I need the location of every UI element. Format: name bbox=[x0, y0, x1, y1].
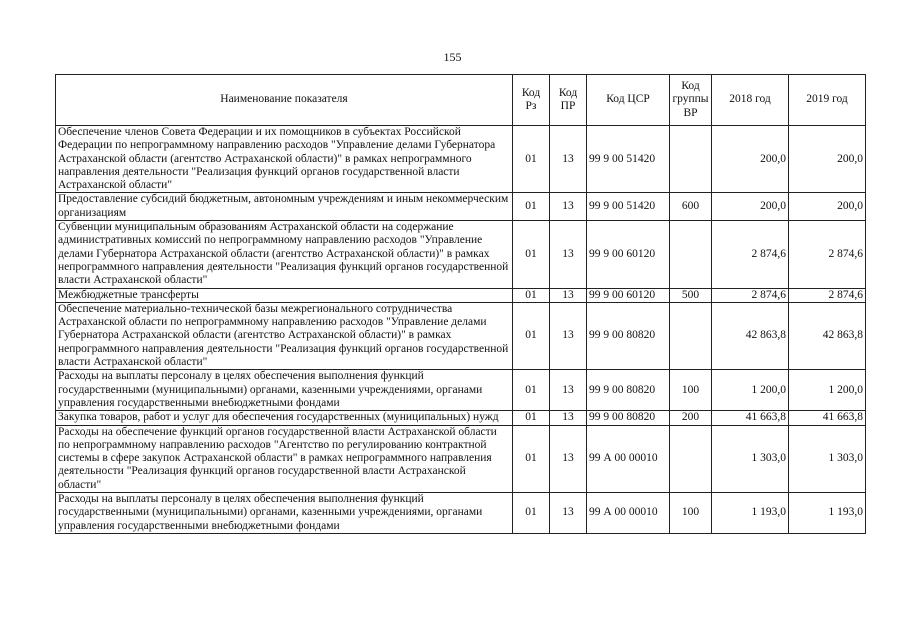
header-rz: Код Рз bbox=[513, 75, 550, 126]
row-rz: 01 bbox=[513, 370, 550, 411]
row-2018: 1 303,0 bbox=[712, 425, 789, 492]
table-row bbox=[56, 302, 866, 369]
row-rz: 01 bbox=[513, 288, 550, 302]
row-2019: 1 303,0 bbox=[789, 425, 866, 492]
row-pr: 13 bbox=[550, 425, 587, 492]
row-pr: 13 bbox=[550, 370, 587, 411]
header-csr: Код ЦСР bbox=[587, 75, 670, 126]
header-vr: Код группы ВР bbox=[670, 75, 712, 126]
row-name: Субвенции муниципальным образованиям Астраханской области на содержание административных комиссий по непрограммному направлению расходов "Управление делами Губернатора Астраханской области (агентство Астраханской области)" в рамках непрограммного направления деятельности "Реализация функций органов государственной власти Астраханской области" bbox=[56, 221, 513, 288]
row-2018: 200,0 bbox=[712, 126, 789, 193]
row-2019: 42 863,8 bbox=[789, 302, 866, 369]
row-2019: 1 193,0 bbox=[789, 493, 866, 534]
table-row bbox=[56, 288, 866, 302]
row-rz: 01 bbox=[513, 425, 550, 492]
budget-table bbox=[55, 74, 866, 534]
row-rz: 01 bbox=[513, 411, 550, 425]
row-pr: 13 bbox=[550, 193, 587, 221]
row-rz: 01 bbox=[513, 221, 550, 288]
row-name: Закупка товаров, работ и услуг для обеспечения государственных (муниципальных) нужд bbox=[56, 411, 513, 425]
row-name: Расходы на обеспечение функций органов государственной власти Астраханской области по непрограммному направлению расходов "Агентство по регулированию контрактной системы в сфере закупок Астраханской области" в рамках непрограммного направления деятельности "Реализация функций органов государственной власти Астраханской области" bbox=[56, 425, 513, 492]
row-pr: 13 bbox=[550, 126, 587, 193]
row-2019: 200,0 bbox=[789, 193, 866, 221]
row-csr: 99 9 00 51420 bbox=[587, 193, 670, 221]
row-csr: 99 9 00 80820 bbox=[587, 411, 670, 425]
row-2018: 1 200,0 bbox=[712, 370, 789, 411]
row-csr: 99 А 00 00010 bbox=[587, 425, 670, 492]
row-csr: 99 9 00 60120 bbox=[587, 288, 670, 302]
row-csr: 99 9 00 80820 bbox=[587, 302, 670, 369]
row-name: Расходы на выплаты персоналу в целях обеспечения выполнения функций государственными (муниципальными) органами, казенными учреждениями, органами управления государственными внебюджетными фондами bbox=[56, 493, 513, 534]
row-pr: 13 bbox=[550, 221, 587, 288]
row-2018: 2 874,6 bbox=[712, 221, 789, 288]
row-2018: 1 193,0 bbox=[712, 493, 789, 534]
row-vr: 100 bbox=[670, 370, 712, 411]
row-vr bbox=[670, 425, 712, 492]
row-2019: 200,0 bbox=[789, 126, 866, 193]
page-number: 155 bbox=[443, 50, 462, 64]
row-2019: 2 874,6 bbox=[789, 221, 866, 288]
table-row bbox=[56, 493, 866, 534]
row-pr: 13 bbox=[550, 411, 587, 425]
row-2018: 2 874,6 bbox=[712, 288, 789, 302]
row-name: Предоставление субсидий бюджетным, автономным учреждениям и иным некоммерческим организациям bbox=[56, 193, 513, 221]
table-row bbox=[56, 126, 866, 193]
row-vr bbox=[670, 302, 712, 369]
row-vr: 500 bbox=[670, 288, 712, 302]
row-2018: 42 863,8 bbox=[712, 302, 789, 369]
header-pr: Код ПР bbox=[550, 75, 587, 126]
row-vr: 100 bbox=[670, 493, 712, 534]
header-2018: 2018 год bbox=[712, 75, 789, 126]
row-2019: 2 874,6 bbox=[789, 288, 866, 302]
row-vr bbox=[670, 221, 712, 288]
row-pr: 13 bbox=[550, 288, 587, 302]
row-csr: 99 9 00 60120 bbox=[587, 221, 670, 288]
row-2018: 200,0 bbox=[712, 193, 789, 221]
row-vr: 200 bbox=[670, 411, 712, 425]
row-pr: 13 bbox=[550, 493, 587, 534]
header-name: Наименование показателя bbox=[56, 75, 513, 126]
table-row bbox=[56, 411, 866, 425]
table-row bbox=[56, 221, 866, 288]
row-rz: 01 bbox=[513, 193, 550, 221]
table-header-row bbox=[56, 75, 866, 126]
row-name: Межбюджетные трансферты bbox=[56, 288, 513, 302]
row-rz: 01 bbox=[513, 126, 550, 193]
row-name: Расходы на выплаты персоналу в целях обеспечения выполнения функций государственными (муниципальными) органами, казенными учреждениями, органами управления государственными внебюджетными фондами bbox=[56, 370, 513, 411]
table-row bbox=[56, 370, 866, 411]
row-2019: 1 200,0 bbox=[789, 370, 866, 411]
row-name: Обеспечение материально-технической базы межрегионального сотрудничества Астраханской области по непрограммному направлению расходов "Управление делами Губернатора Астраханской области (агентство Астраханской области)" в рамках непрограммного направления деятельности "Реализация функций органов государственной власти Астраханской области" bbox=[56, 302, 513, 369]
row-csr: 99 9 00 80820 bbox=[587, 370, 670, 411]
header-2019: 2019 год bbox=[789, 75, 866, 126]
row-rz: 01 bbox=[513, 493, 550, 534]
row-vr bbox=[670, 126, 712, 193]
row-rz: 01 bbox=[513, 302, 550, 369]
row-pr: 13 bbox=[550, 302, 587, 369]
row-2018: 41 663,8 bbox=[712, 411, 789, 425]
row-name: Обеспечение членов Совета Федерации и их помощников в субъектах Российской Федерации по непрограммному направлению расходов "Управление делами Губернатора Астраханской области (агентство Астраханской области)" в рамках непрограммного направления деятельности "Реализация функций органов государственной власти Астраханской области" bbox=[56, 126, 513, 193]
row-2019: 41 663,8 bbox=[789, 411, 866, 425]
row-csr: 99 9 00 51420 bbox=[587, 126, 670, 193]
row-vr: 600 bbox=[670, 193, 712, 221]
table-row bbox=[56, 193, 866, 221]
table-row bbox=[56, 425, 866, 492]
row-csr: 99 А 00 00010 bbox=[587, 493, 670, 534]
